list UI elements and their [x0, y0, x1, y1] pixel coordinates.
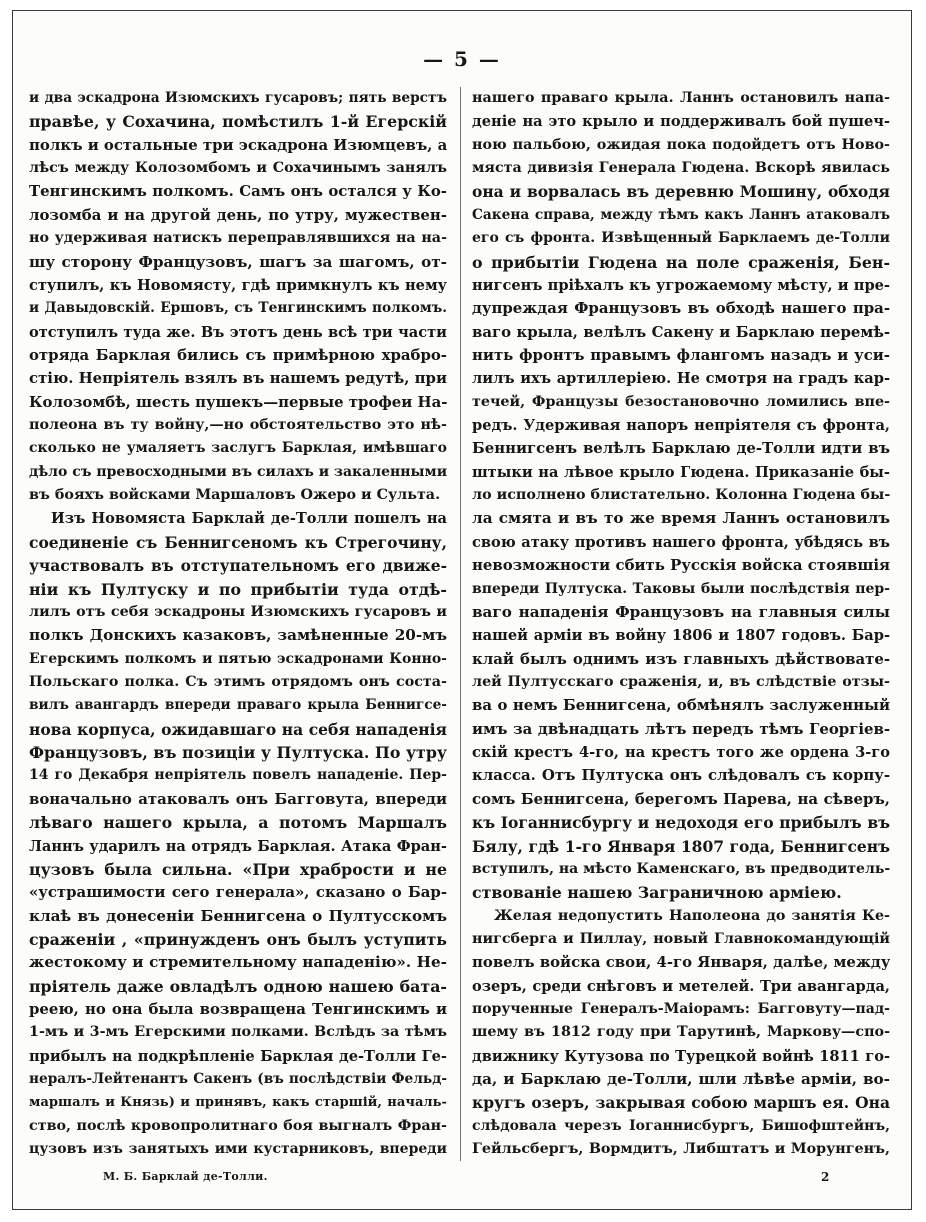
text-line: и Давыдовскій. Ершовъ, съ Тенгинскимъ полкомъ. — [29, 300, 447, 317]
text-line: нигсберга и Пиллау, новый Главнокомандующій — [472, 930, 890, 947]
text-line: сколько не умаляетъ заслугъ Барклая, имѣвшаго — [29, 440, 447, 457]
footer-sheet-number: 2 — [821, 1170, 830, 1184]
text-line: озеръ, среди снѣговъ и метелей. Три авангарда, — [472, 977, 890, 995]
text-line: впереди Пултуска. Таковы были послѣдствія пер- — [472, 580, 890, 597]
text-line: ва о немъ Беннигсена, обмѣнялъ заслуженный — [472, 696, 890, 715]
text-line: кругъ озеръ, закрывая собою маршъ ея. Она — [472, 1093, 890, 1113]
text-line: течей, Французы безостановочно ломились впе- — [472, 393, 890, 410]
text-line: слѣдовала черезъ Іоганнисбургъ, Бишофштейнъ, — [472, 1117, 890, 1134]
text-line: пріятель даже овладѣлъ одною нашею бата- — [29, 976, 447, 996]
text-line: невозможности сбить Русскія войска стоявшія — [472, 556, 890, 575]
text-line: и два эскадрона Изюмскихъ гусаровъ; пять верстъ — [29, 90, 447, 106]
text-line: полеона въ ту войну,—но обстоятельство это нѣ- — [29, 417, 447, 434]
text-line: сомъ Беннигсена, берегомъ Парева, на сѣверъ, — [472, 789, 890, 808]
text-line: движнику Кутузова по Турецкой войнѣ 1811 го- — [472, 1047, 890, 1065]
text-line: нова корпуса, ожидавшаго на себя нападенія — [29, 719, 447, 739]
text-line: Тенгинскимъ полкомъ. Самъ онъ остался у Ко- — [29, 182, 447, 201]
text-line: нашего праваго крыла. Ланнъ остановилъ напа- — [472, 90, 890, 106]
text-line: лей Пултусскаго сраженія, и, въ слѣдствіе отзы- — [472, 673, 890, 690]
text-line: Желая недопустить Наполеона до занятія Ке- — [494, 907, 890, 924]
text-line: Ланнъ ударилъ на отрядъ Барклая. Атака Фран- — [29, 837, 447, 855]
text-line: полкъ Донскихъ казаковъ, замѣненные 20-мъ — [29, 626, 447, 645]
text-line: скій крестъ 4-го, на крестъ того же ордена 3-го — [472, 744, 890, 762]
text-line: штыки на лѣвое крыло Гюдена. Приказаніе бы- — [472, 463, 890, 481]
text-line: въ бояхъ войсками Маршаловъ Ожеро и Сульта. — [29, 487, 441, 504]
text-line: Сакена справа, между тѣмъ какъ Ланнъ атаковалъ — [472, 206, 890, 223]
text-line: шему въ 1812 году при Тарутинѣ, Маркову—спо- — [472, 1024, 890, 1041]
text-line: правѣе, у Сохачина, помѣстилъ 1-й Егерскій — [29, 112, 447, 132]
text-line: Колозомбѣ, шесть пушекъ—первые трофеи На- — [29, 392, 447, 411]
text-line: клай былъ однимъ изъ главныхъ дѣйствовате- — [472, 649, 890, 668]
text-line: она и ворвалась въ деревню Мошину, обходя — [472, 182, 890, 202]
right-text-column — [472, 87, 890, 1162]
text-line: лилъ ихъ артиллеріею. Не смотря на градъ кар- — [472, 370, 890, 388]
text-line: повелъ войска свои, 4-го Января, далѣе, между — [472, 953, 890, 972]
page-number: — 5 — — [423, 47, 501, 71]
text-line: цузовъ изъ занятыхъ ими кустарниковъ, впереди — [29, 1141, 447, 1158]
text-line: 1-мъ и 3-мъ Егерскими полками. Вслѣдъ за тѣмъ — [29, 1024, 447, 1041]
footer-signature: М. Б. Барклай де-Толли. — [103, 1170, 268, 1183]
text-line: имъ за двѣнадцать лѣтъ передъ тѣмъ Георгіев- — [472, 719, 890, 738]
text-line: отступилъ туда же. Въ этотъ день всѣ три части — [29, 323, 447, 341]
text-line: нить фронтъ правымъ флангомъ назадъ и уси- — [472, 345, 890, 364]
text-line: цузовъ была сильна. «При храбрости и не — [29, 859, 447, 879]
text-line: класса. Отъ Пултуска онъ слѣдовалъ съ корпу- — [472, 766, 890, 785]
text-line: шу сторону Французовъ, шагъ за шагомъ, от- — [29, 252, 447, 271]
text-line: Гейльсбергъ, Вормдитъ, Либштатъ и Морунгенъ, — [472, 1141, 890, 1158]
text-line: ствованіе нашею Заграничною арміею. — [472, 883, 842, 903]
text-line: прибылъ на подкрѣпленіе Барклая де-Толли Ге- — [29, 1047, 447, 1065]
text-line: ла смята и въ то же время Ланнъ остановилъ — [472, 509, 890, 528]
text-line: стію. Непріятель взялъ въ нашемъ редутѣ, при — [29, 369, 447, 388]
text-line: участвовалъ въ отступательномъ его движе- — [29, 556, 447, 576]
text-line: отряда Барклая бились съ примѣрною храбро- — [29, 345, 447, 364]
text-line: Изъ Новомяста Барклай де-Толли пошелъ на — [51, 510, 447, 528]
text-line: маршалъ и Князь) и принявъ, какъ старшій, началь- — [29, 1095, 447, 1111]
text-line: вступилъ, на мѣсто Каменскаго, въ предводитель- — [472, 860, 890, 877]
text-line: редъ. Удерживая напоръ непріятеля съ фронта, — [472, 417, 890, 435]
text-line: лѣсъ между Колозомбомъ и Сохачинымъ занялъ — [29, 160, 447, 177]
text-line: сраженіи , «принужденъ онъ былъ уступить — [29, 929, 447, 949]
text-line: да, и Барклаю де-Толли, шли лѣвѣе арміи, во- — [472, 1070, 890, 1089]
text-line: «устрашимости сего генерала», сказано о Бар- — [29, 883, 447, 902]
text-line: жестокому и стремительному нападенію». Не- — [29, 953, 447, 972]
text-line: Беннигсенъ велѣлъ Барклаю де-Толли идти въ — [472, 439, 890, 458]
text-line: къ Іоганнисбургу и недоходя его прибылъ въ — [472, 813, 890, 833]
text-line: свою атаку противъ нашего фронта, убѣдясь въ — [472, 533, 890, 551]
text-line: нашей арміи въ войну 1806 и 1807 годовъ. Бар- — [472, 627, 890, 645]
text-line: ло исполнено блистательно. Колонна Гюдена бы- — [472, 487, 890, 504]
text-line: воначально атаковалъ онъ Багговута, впереди — [29, 789, 447, 808]
text-line: дупреждая Французовъ въ обходѣ нашего пра- — [472, 299, 890, 318]
text-line: о прибытіи Гюдена на поле сраженія, Бен- — [472, 252, 890, 272]
text-line: соединеніе съ Беннигсеномъ къ Стрегочину, — [29, 532, 447, 552]
left-text-column — [29, 87, 447, 1162]
text-line: 14 го Декабря непріятель повелъ нападеніе. Пер- — [29, 767, 447, 784]
text-line: мяста дивизія Генерала Гюдена. Вскорѣ явилась — [472, 160, 890, 177]
column-divider — [460, 87, 461, 1161]
text-line: ніи къ Пултуску и по прибытіи туда отдѣ- — [29, 579, 447, 599]
text-line: ною пальбою, ожидая пока подойдетъ отъ Ново- — [472, 136, 890, 153]
text-line: ваго крыла, велѣлъ Сакену и Барклаю перемѣ- — [472, 322, 890, 341]
text-line: Бялу, гдѣ 1-го Января 1807 года, Беннигсенъ — [472, 836, 890, 856]
text-line: деніе на это крыло и поддерживалъ бой пушеч- — [472, 113, 890, 131]
text-line: клаѣ въ донесеніи Беннигсена о Пултусскомъ — [29, 906, 447, 925]
text-line: полкъ и остальные три эскадрона Изюмцевъ, а — [29, 135, 447, 154]
text-line: лѣваго нашего крыла, а потомъ Маршалъ — [29, 813, 447, 833]
text-line: Егерскимъ полкомъ и пятью эскадронами Конно- — [29, 650, 447, 667]
text-line: Польскаго полка. Съ этимъ отрядомъ онъ соста- — [29, 673, 447, 690]
text-line: но удерживая натискъ переправлявшихся на на- — [29, 230, 447, 247]
text-line: реею, но она была возвращена Тенгинскимъ и — [29, 1000, 447, 1019]
text-line: вилъ авангардъ впереди праваго крыла Беннигсе- — [29, 697, 447, 714]
text-line: Французовъ, въ позиціи у Пултуска. По утру — [29, 743, 447, 763]
text-line: нигсенъ пріѣхалъ къ угрожаемому мѣсту, и пре- — [472, 276, 890, 294]
text-line: дѣло съ превосходными въ силахъ и закаленными — [29, 463, 447, 480]
text-line: лилъ отъ себя эскадроны Изюмскихъ гусаровъ и — [29, 603, 447, 620]
text-line: ступилъ, къ Новомясту, гдѣ примкнулъ къ нему — [29, 276, 447, 294]
text-line: нералъ-Лейтенантъ Сакенъ (въ послѣдствіи Фельд- — [29, 1071, 447, 1088]
text-line: ваго нападенія Французовъ на главныя силы — [472, 602, 890, 621]
text-line: ство, послѣ кровопролитнаго боя выгналъ Фран- — [29, 1117, 447, 1134]
book-page — [12, 10, 912, 1210]
text-line: его съ фронта. Извѣщенный Барклаемъ де-Толли — [472, 230, 890, 247]
text-line: порученные Генералъ-Маіорамъ: Багговуту—пад- — [472, 1001, 890, 1018]
text-line: лозомба и на другой день, по утру, мужествен- — [29, 205, 447, 224]
